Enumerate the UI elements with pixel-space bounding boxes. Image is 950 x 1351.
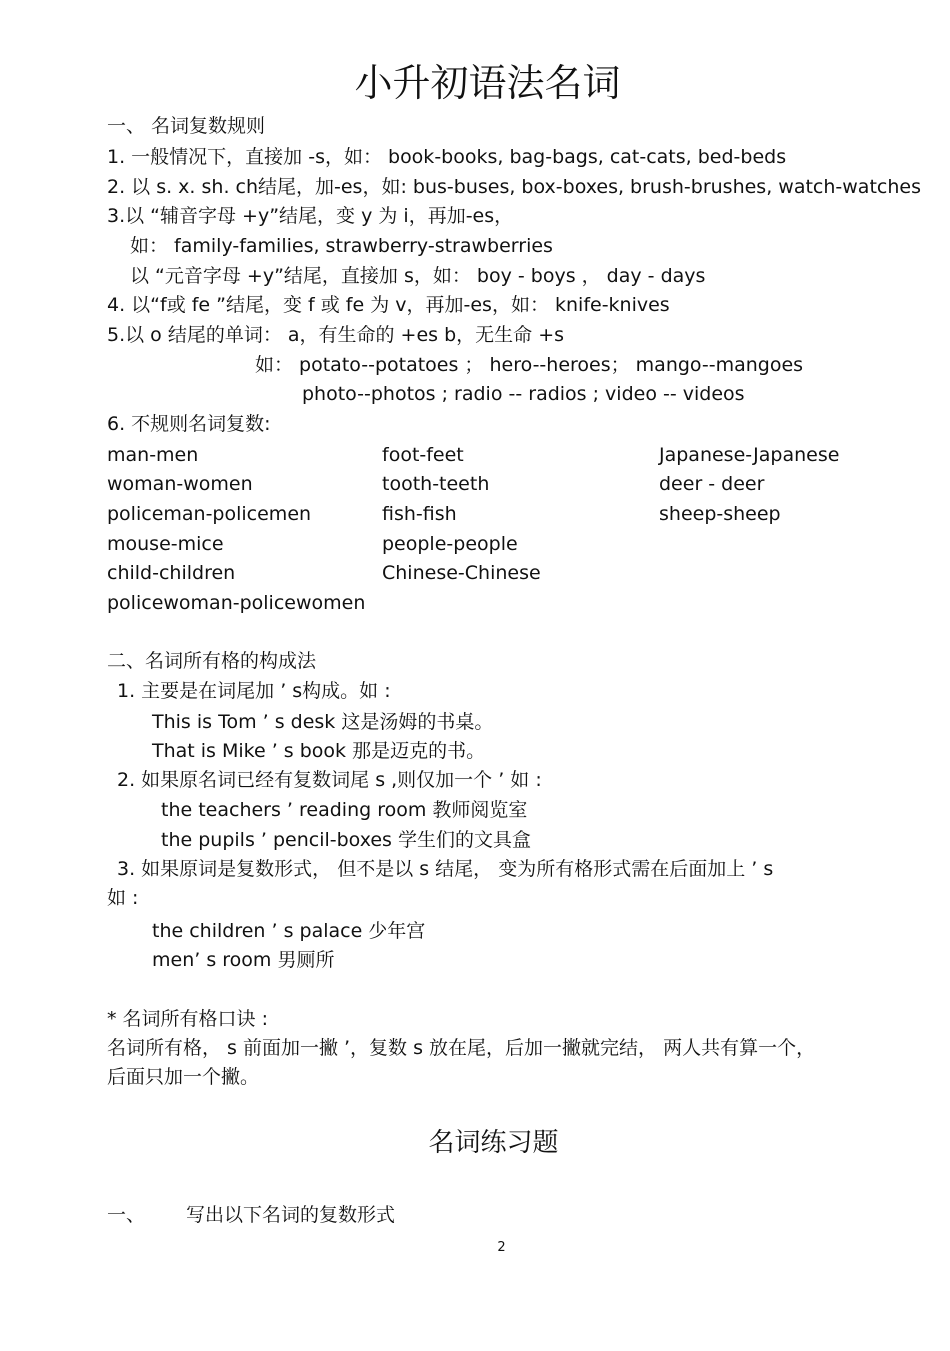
rule-line: 如： potato--potatoes ； hero--heroes； mango--mangoes (255, 354, 804, 376)
possessive-example: the pupils ’ pencil-boxes 学生们的文具盒 (161, 829, 531, 851)
rule-line: 6. 不规则名词复数: (107, 413, 271, 435)
irregular-item: woman-women (107, 473, 253, 495)
irregular-item: policewoman-policewomen (107, 592, 366, 614)
irregular-item: Japanese-Japanese (659, 444, 840, 466)
irregular-item: foot-feet (382, 444, 464, 466)
possessive-line: 1. 主要是在词尾加 ’ s构成。如 : (117, 680, 391, 702)
possessive-example: That is Mike ’ s book 那是迈克的书。 (152, 740, 486, 762)
rule-line: 1. 一般情况下，直接加 -s，如： book-books, bag-bags, cat-cats, bed-beds (107, 146, 787, 168)
possessive-example: the teachers ’ reading room 教师阅览室 (161, 799, 528, 821)
irregular-item: people-people (382, 533, 518, 555)
irregular-item: Chinese-Chinese (382, 562, 541, 584)
exercise-title: 名词练习题 (428, 1128, 559, 1158)
rule-line: 如： family-families, strawberry-strawberries (130, 235, 553, 257)
possessive-line: 3. 如果原词是复数形式， 但不是以 s 结尾， 变为所有格形式需在后面加上 ’ s (117, 858, 774, 880)
rule-line: 2. 以 s. x. sh. ch结尾，加-es，如: bus-buses, box-boxes, brush-brushes, watch-watches (107, 176, 921, 198)
page-title: 小升初语法名词 (354, 61, 621, 105)
exercise-item-number: 一、 (107, 1204, 146, 1226)
mnemonic-line: 名词所有格， s 前面加一撇 ’，复数 s 放在尾，后加一撇就完结， 两人共有算一个， (107, 1037, 816, 1059)
page-number: 2 (497, 1240, 506, 1255)
rule-line: 5.以 o 结尾的单词： a，有生命的 +es b，无生命 +s (107, 324, 565, 346)
possessive-example: men’ s room 男厕所 (152, 949, 335, 971)
possessive-line: 如 : (107, 887, 139, 909)
irregular-item: tooth-teeth (382, 473, 490, 495)
irregular-item: mouse-mice (107, 533, 224, 555)
irregular-item: child-children (107, 562, 236, 584)
irregular-item: fish-fish (382, 503, 457, 525)
irregular-item: deer - deer (659, 473, 765, 495)
possessive-example: This is Tom ’ s desk 这是汤姆的书桌。 (152, 711, 494, 733)
section2-heading: 二、名词所有格的构成法 (107, 650, 317, 672)
irregular-item: man-men (107, 444, 199, 466)
rule-line: 3.以 “辅音字母 +y”结尾，变 y 为 i，再加-es， (107, 205, 514, 227)
possessive-example: the children ’ s palace 少年宫 (152, 920, 426, 942)
rule-line: photo--photos ; radio -- radios ; video -- videos (302, 383, 745, 405)
exercise-item-text: 写出以下名词的复数形式 (186, 1204, 396, 1226)
irregular-item: sheep-sheep (659, 503, 781, 525)
mnemonic-line: 后面只加一个撇。 (107, 1066, 260, 1088)
possessive-line: 2. 如果原名词已经有复数词尾 s ,则仅加一个 ’ 如 : (117, 769, 542, 791)
rule-line: 以 “元音字母 +y”结尾，直接加 s，如： boy - boys ， day - days (130, 265, 706, 287)
irregular-item: policeman-policemen (107, 503, 312, 525)
rule-line: 4. 以“f或 fe ”结尾，变 f 或 fe 为 v，再加-es，如： knife-knives (107, 294, 670, 316)
mnemonic-heading: * 名词所有格口诀 : (107, 1008, 268, 1030)
section1-heading: 一、 名词复数规则 (107, 115, 266, 137)
